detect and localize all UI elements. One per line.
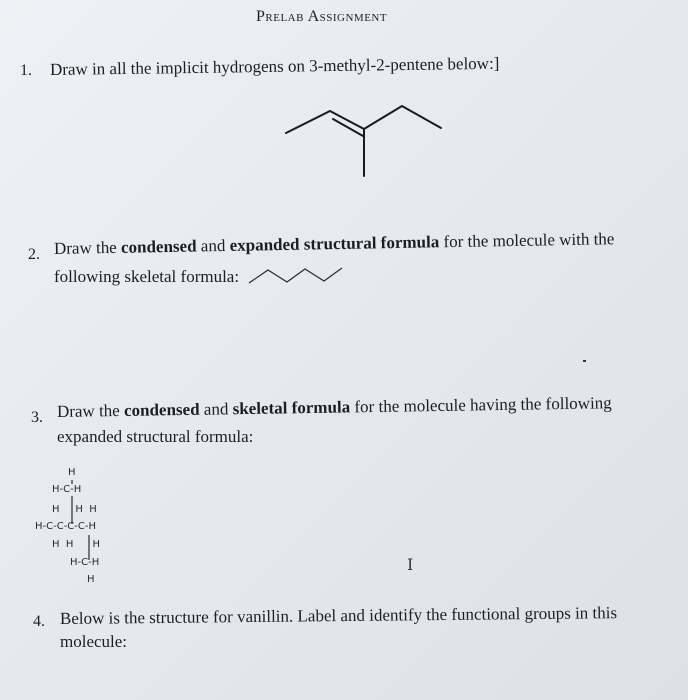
q3-text-mid: and [199, 399, 233, 419]
q2-text-post: for the molecule with the [439, 229, 615, 252]
formula-row-5: H H H [52, 539, 100, 550]
formula-row-6: H-C-H [70, 557, 100, 568]
question-4-line-2: molecule: [60, 632, 128, 651]
formula-row-7: H [87, 574, 95, 585]
question-4-line-1: Below is the structure for vanillin. Label and identify the functional groups in this [59, 603, 618, 628]
q3-bold-condensed: condensed [123, 399, 200, 420]
question-1-number: 1. [20, 62, 32, 79]
question-2-line-2: following skeletal formula: [54, 267, 240, 286]
question-4-number: 4. [33, 613, 45, 630]
q3-text-pre: Draw the [56, 400, 125, 421]
formula-row-2: H-C-H [52, 484, 82, 495]
q3-bold-skeletal: skeletal formula [232, 397, 351, 419]
question-3-line-2: expanded structural formula: [57, 427, 254, 446]
question-3-number: 3. [31, 409, 43, 426]
q2-text-mid: and [196, 235, 230, 256]
formula-row-4: H-C-C-C-C-H [35, 521, 97, 532]
page-title: Prelab Assignment [256, 8, 388, 25]
question-1-text: Draw in all the implicit hydrogens on 3-methyl-2-pentene below:] [49, 53, 500, 79]
q2-text-pre: Draw the [53, 237, 122, 258]
formula-row-1: H [68, 467, 76, 478]
text-cursor-icon: I [407, 555, 414, 574]
question-2-number: 2. [28, 246, 40, 263]
q3-text-post: for the molecule having the following [350, 393, 612, 417]
q2-bold-expanded: expanded structural formula [229, 232, 440, 255]
q2-bold-condensed: condensed [120, 236, 197, 257]
formula-row-3: H H H [52, 504, 97, 515]
